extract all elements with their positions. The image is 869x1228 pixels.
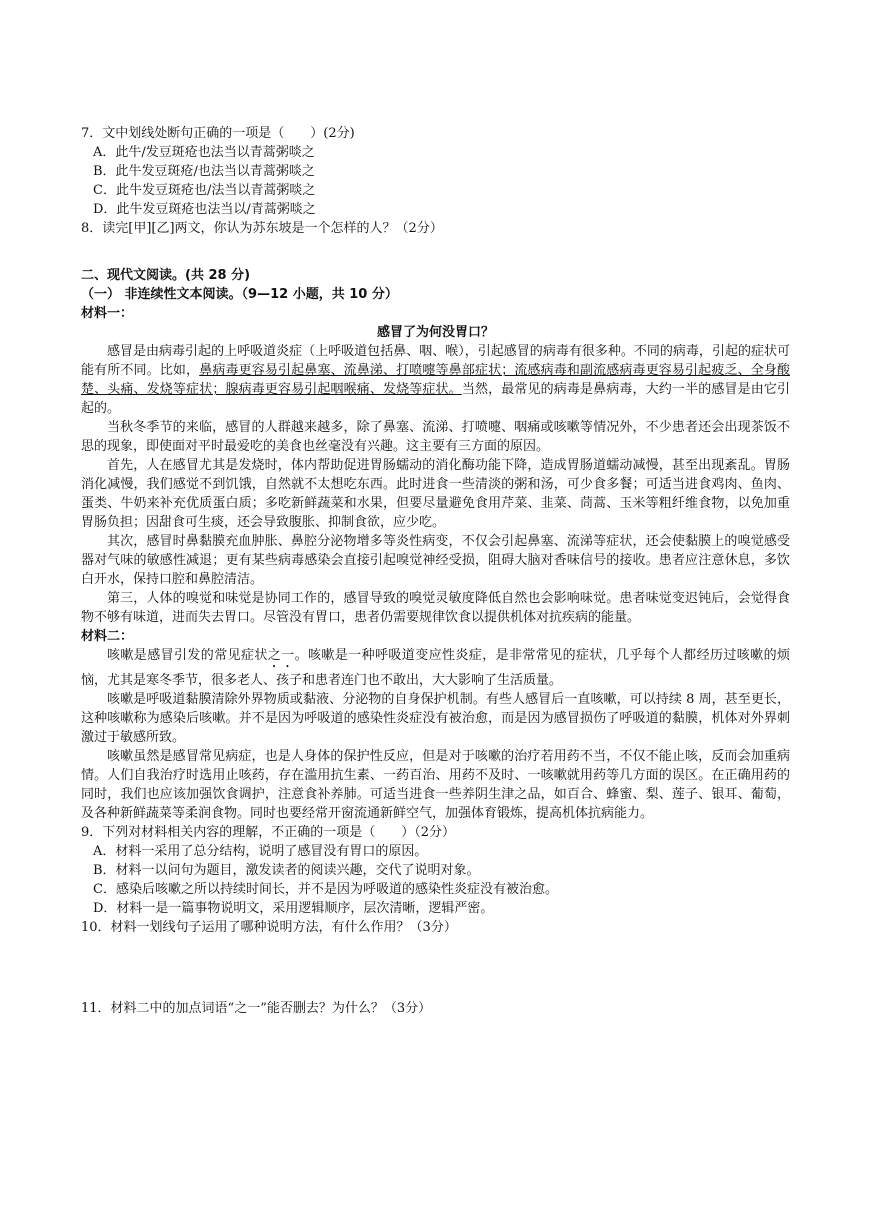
question-9-option-c: C．感染后咳嗽之所以持续时间长，并不是因为呼吸道的感染性炎症没有被治愈。 [93, 882, 558, 897]
question-7-option-c: C．此牛发豆斑疮也/法当以青蒿粥啖之 [93, 183, 316, 198]
answer-space [81, 937, 790, 999]
subsection-1-title: （一） 非连续性文本阅读。（9—12 小题，共 10 分） [81, 287, 398, 302]
paragraph-text: 感冒是由病毒引起的上呼吸道炎症（上呼吸道包括鼻、咽、喉），引起感冒的病毒有很多种。不同的病毒，引起的症状可能有所不同。比如， [81, 344, 790, 378]
paragraph-text: 咳嗽是感冒引发的常见症状 [107, 648, 268, 663]
material-1-paragraph-1 [81, 342, 790, 418]
paragraph-text: 当然，最常见的病毒是鼻病毒，大约一半的感冒是由它引起的。 [81, 382, 790, 416]
question-7-option-a: A．此牛/发豆斑疮也法当以青蒿粥啖之 [93, 145, 315, 160]
material-2-paragraph-3: 咳嗽虽然是感冒常见病症，也是人身体的保护性反应，但是对于咳嗽的治疗若用药不当，不仅不能止咳，反而会加重病情。人们自我治疗时选用止咳药，存在滥用抗生素、一药百治、用药不及时、一咳嗽就用药等几方面的误区。在正确用药的同时，我们也应该加强饮食调护，注意食补养肺。可适当进食一些养阴生津之品，如百合、蜂蜜、梨、莲子、银耳、葡萄，及各种新鲜蔬菜等柔润食物。同时也要经常开窗流通新鲜空气，加强体育锻炼，提高机体抗病能力。 [81, 749, 790, 821]
material-1-paragraph-5: 第三，人体的嗅觉和味觉是协同工作的，感冒导致的嗅觉灵敏度降低自然也会影响味觉。患者味觉变迟钝后，会觉得食物不够有味道，进而失去胃口。尽管没有胃口，患者仍需要规律饮食以提供机体对抗疾病的能量。 [81, 591, 790, 625]
spacer [81, 238, 790, 266]
section-2-title: 二、现代文阅读。(共 28 分) [81, 268, 251, 283]
underlined-sentence: 鼻病毒更容易引起鼻塞、流鼻涕、打喷嚏等鼻部症状；流感病毒和副流感病毒更容易引起疲乏、全身酸楚、头痛、发烧等症状；腺病毒更容易引起咽喉痛、发烧等症状。 [81, 363, 790, 397]
question-7-stem: 7．文中划线处断句正确的一项是（ ）(2分) [81, 126, 355, 141]
dotted-word: 之一 [267, 648, 295, 663]
material-1-paragraph-2: 当秋冬季节的来临，感冒的人群越来越多，除了鼻塞、流涕、打喷嚏、咽痛或咳嗽等情况外，不少患者还会出现茶饭不思的现象，即使面对平时最爱吃的美食也丝毫没有兴趣。这主要有三方面的原因。 [81, 420, 790, 454]
question-7-option-d: D．此牛发豆斑疮也法当以/青蒿粥啖之 [93, 202, 316, 217]
question-9-option-a: A．材料一采用了总分结构，说明了感冒没有胃口的原因。 [93, 844, 428, 859]
question-9-stem: 9．下列对材料相关内容的理解，不正确的一项是（ ）（2分） [81, 825, 456, 840]
question-7-option-b: B．此牛发豆斑疮/也法当以青蒿粥啖之 [93, 164, 315, 179]
article-title: 感冒了为何没胃口？ [376, 325, 494, 340]
paragraph-text: 。咳嗽是一种呼吸道变应性炎症，是非常常见的症状，几乎每个人都经历过咳嗽的烦恼，尤其是寒冬季节，很多老人、孩子和患者连门也不敢出，大大影响了生活质量。 [81, 648, 790, 688]
material-2-label: 材料二： [81, 629, 134, 644]
question-10-stem: 10．材料一划线句子运用了哪种说明方法，有什么作用？（3分） [81, 920, 457, 935]
material-1-paragraph-4: 其次，感冒时鼻黏膜充血肿胀、鼻腔分泌物增多等炎性病变，不仅会引起鼻塞、流涕等症状，还会使黏膜上的嗅觉感受器对气味的敏感性减退；更有某些病毒感染会直接引起嗅觉神经受损，阻碍大脑对香味信号的接收。患者应注意休息，多饮白开水，保持口腔和鼻腔清洁。 [81, 534, 790, 587]
question-8-stem: 8．读完[甲][乙]两文，你认为苏东坡是一个怎样的人？（2分） [81, 221, 443, 236]
material-2-paragraph-2: 咳嗽是呼吸道黏膜清除外界物质或黏液、分泌物的自身保护机制。有些人感冒后一直咳嗽，可以持续 8 周，甚至更长，这种咳嗽称为感染后咳嗽。并不是因为呼吸道的感染性炎症没有被治愈，而是因为感冒损伤了呼吸道的黏膜，机体对外界刺激过于敏感所致。 [81, 692, 790, 745]
material-1-label: 材料一： [81, 306, 134, 321]
question-11-stem: 11．材料二中的加点词语“之一”能否删去？为什么？（3分） [81, 1001, 432, 1016]
question-9-option-d: D．材料一是一篇事物说明文，采用逻辑顺序，层次清晰，逻辑严密。 [93, 901, 494, 916]
material-1-paragraph-3: 首先，人在感冒尤其是发烧时，体内帮助促进胃肠蠕动的消化酶功能下降，造成胃肠道蠕动减慢，甚至出现紊乱。胃肠消化减慢，我们感觉不到饥饿，自然就不太想吃东西。此时进食一些清淡的粥和汤，可少食多餐；可适当进食鸡肉、鱼肉、蛋类、牛奶来补充优质蛋白质；多吃新鲜蔬菜和水果，但要尽量避免食用芹菜、韭菜、茼蒿、玉米等粗纤维食物，以免加重胃肠负担；因甜食可生痰，还会导致腹胀、抑制食欲，应少吃。 [81, 458, 790, 530]
material-2-paragraph-1 [81, 646, 790, 690]
question-9-option-b: B．材料一以问句为题目，激发读者的阅读兴趣，交代了说明对象。 [93, 863, 480, 878]
exam-page [81, 124, 790, 1018]
